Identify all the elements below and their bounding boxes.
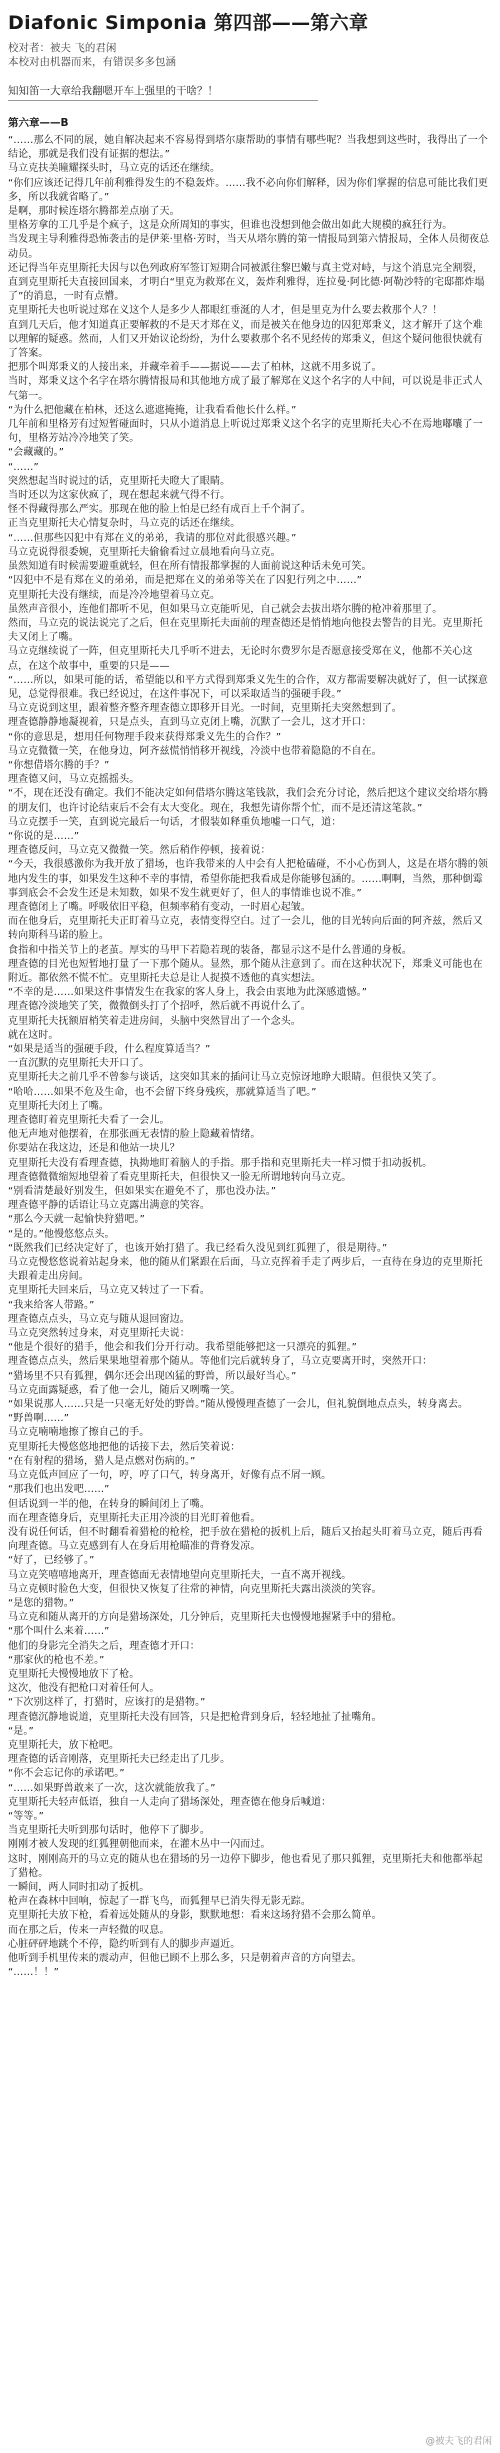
- paragraph: 当克里斯托夫听到那句话时，他停下了脚步。: [8, 1825, 210, 1837]
- paragraph: 突然想起当时说过的话，克里斯托夫瞪大了眼睛。: [8, 475, 231, 487]
- paragraph: 一直沉默的克里斯托夫开口了。: [8, 1058, 150, 1070]
- document-title: Diafonic Simponia 第四部——第六章: [8, 12, 369, 34]
- paragraph: 虽然声音很小，连他们都听不见，但如果马立克能听见，自己就会去拔出塔尔腾的枪冲着那里了。: [8, 603, 443, 615]
- paragraph: 克里斯托夫，放下枪吧。: [8, 1739, 120, 1751]
- paragraph: 正当克里斯托夫心情复杂时，马立克的话还在继续。: [8, 518, 241, 530]
- paragraph: “那么今天就一起愉快狩猎吧。”: [8, 1214, 145, 1226]
- paragraph: 直到几天后，他才知道真正要解救的不是天才郑在义，而是被关在他身边的囚犯郑秉义，这才解开了这个难以理解的疑惑。然而，人们又开始议论纷纷，为什么要救那个名不见经传的郑秉义，但这个疑问他很快就有了答案。: [8, 319, 483, 360]
- paragraph: “哈哈……如果不危及生命，也不会留下终身残疾，那就算适当了吧。”: [8, 1086, 317, 1098]
- paragraph: “如果说那人……只是一只毫无好处的野兽。”随从慢慢理查德了一会儿，但礼貌倒地点点头，转身离去。: [8, 1399, 469, 1411]
- paragraph: “野兽啊……”: [8, 1413, 70, 1425]
- paragraph: 但话说到一半的他，在转身的瞬间闭上了嘴。: [8, 1498, 210, 1510]
- paragraph: 理查德反问，马立克又微微一笑。然后稍作停顿，接着说：: [8, 845, 271, 857]
- paragraph: 理查德冷淡地笑了笑，微微倒头打了个招呼，然后就不再说什么了。: [8, 1001, 311, 1013]
- paragraph: 克里斯托夫没有看理查德，执拗地盯着脑人的手指。那手指和克里斯托夫一样习惯于扣动扳机。: [8, 1157, 433, 1169]
- paragraph: 刚刚才被人发现的红狐狸朝他而来，在灌木丛中一闪而过。: [8, 1839, 271, 1851]
- paragraph: 怪不得藏得那么严实。那现在他的脸上怕是已经有成百上千个洞了。: [8, 504, 311, 516]
- paragraph: 克里斯托夫慢悠悠地把他的话接下去，然后笑着说：: [8, 1441, 241, 1453]
- paragraph: 理查德点点头，马立克与随从退回窗边。: [8, 1313, 190, 1325]
- paragraph: “不幸的是……如果这件事情发生在我家的客人身上，我会由衷地为此深感遗憾。”: [8, 987, 368, 999]
- paragraph: 这时，刚刚高开的马立克的随从也在猎场的另一边停下脚步，他也看见了那只狐狸，克里斯托夫和他都举起了猎枪。: [8, 1853, 483, 1879]
- paragraph: 马立克摆手一笑，直到说完最后一句话，才假装如释重负地嘘一口气，道：: [8, 816, 342, 828]
- chapter-heading: 第六章——B: [8, 117, 69, 129]
- paragraph: “不，现在还没有确定。我们不能决定如何借塔尔腾这笔钱款，我们会充分讨论，然后把这个建议交给塔尔腾的朋友们，也许讨论结束后不会有太大变化。现在，我想先请你帮个忙，而不是还清这笔款。”: [8, 788, 488, 814]
- paragraph: “好了，已经够了。”: [8, 1555, 95, 1567]
- paragraph: 马立克慢悠悠说着站起身来，他的随从们紧跟在后面，马立克挥着手走了两步后，一直待在身边的克里斯托夫跟着走出房间。: [8, 1257, 483, 1283]
- paragraph: 理查德的目光也短暂地打量了一下那个随从。显然，那个随从注意到了。而在这种状况下，郑秉义可能也在附近。都依然不慌不忙。克里斯托夫总是让人捉摸不透他的真实想法。: [8, 958, 483, 984]
- paragraph: 当时还以为这家伙疯了，现在想起来就气得不行。: [8, 490, 231, 502]
- paragraph: 理查德盯着克里斯托夫看了一会儿。: [8, 1115, 170, 1127]
- paragraph: 虽然知道有时候需要避重就轻，但在所有情报都掌握的人面前说这种话未免可笑。: [8, 561, 372, 573]
- paragraph: 当发现主导利雅得恐怖袭击的是伊莱·里格·芳时，当天从塔尔腾的第一情报局到第六情报局，全体人员彻夜总动员。: [8, 234, 490, 260]
- chapter-body: [8, 134, 492, 1980]
- watermark: @被夫飞的君闲: [425, 2436, 492, 2447]
- paragraph: 克里斯托夫抚额眉梢笑着走进房间，头脑中突然冒出了一个念头。: [8, 1015, 301, 1027]
- paragraph: 就在这时。: [8, 1029, 59, 1041]
- paragraph: “他是个很好的猎手，他会和我们分开行动。我希望能够把这一只漂亮的狐狸。”: [8, 1342, 357, 1354]
- paragraph: 克里斯托夫也听说过郑在义这个人是多少人都眼红垂涎的人才，但是里克为什么要去救那个人？！: [8, 305, 443, 317]
- tagline: 知知笛一大章给我翻嗯开车上强里的干啥？！: [8, 83, 318, 101]
- paragraph: 他听到手机里传来的震动声，但他已顾不上那么多，只是朝着声音的方向望去。: [8, 1953, 362, 1964]
- paragraph: 马立克低声回应了一句，哼，哼了口气，转身离开，好像有点不屑一顾。: [8, 1470, 332, 1482]
- paragraph: 马立克和随从离开的方向是猎场深处，几分钟后，克里斯托夫也慢慢地握紧手中的猎枪。: [8, 1612, 402, 1624]
- paragraph: 马立克微微一笑，在他身边，阿齐兹慌悄悄移开视线，冷淡中也带着隐隐的不自在。: [8, 745, 382, 757]
- paragraph: 马立克突然转过身来，对克里斯托夫说：: [8, 1328, 190, 1340]
- paragraph: 是啊，那时候连塔尔腾都差点崩了天。: [8, 206, 180, 218]
- paragraph: 还记得当年克里斯托夫因与以色列政府军签订短期合同被派往黎巴嫩与真主党对峙，与这个消息完全割裂，直到克里斯托夫直接回国来，才明白“里克为救郑在义，轰炸利雅得，连拉曼·阿比德·阿勒沙特的宅邸都炸塌了”的消息，一时有点懵。: [8, 262, 485, 303]
- paragraph: “你的意思是，想用任何物理手段来获得郑秉义先生的合作？”: [8, 731, 282, 743]
- paragraph: 马立克说到这里，跟着整齐整齐理查德立即移开目光。一时间，克里斯托夫突然想到了。: [8, 703, 402, 715]
- paragraph: 而在他身后，克里斯托夫正盯着马立克，表情变得空白。过了一会儿，他的目光转向后面的阿齐兹，然后又转向斯科马诺的脸上。: [8, 916, 483, 942]
- paragraph: 枪声在森林中回响，惊起了一群飞鸟，而狐狸早已消失得无影无踪。: [8, 1896, 311, 1908]
- paragraph: 马立克顿时脸色大变，但很快又恢复了往常的神情，向克里斯托夫露出淡淡的笑容。: [8, 1583, 382, 1595]
- paragraph: “今天，我很感激你为我开放了猎场，也许我带来的人中会有人把枪磕碰，不小心伤到人，这是在塔尔腾的领地内发生的事，如果发生这种不幸的事情，希望你能把我看成是你能够包涵的。……啊啊，当然，那种倒霉事到底会不会发生还是未知数，如果不发生就更好了，但人的事情谁也说不准。”: [8, 859, 488, 899]
- paragraph: 几年前和里格芳有过短暂碰面时，只从小道消息上听说过郑秉义这个名字的克里斯托夫心不在焉地嘟囔了一句，里格芳站冷冷地笑了笑。: [8, 419, 483, 445]
- paragraph: 把那个叫郑秉义的人接出来，并藏牵着手——据说——去了柏林，这就不用多说了。: [8, 362, 382, 374]
- paragraph: “为什么把他藏在柏林，还这么遮遮掩掩，让我看看他长什么样。”: [8, 404, 297, 416]
- paragraph: “是您的猎物。”: [8, 1597, 75, 1609]
- paragraph: “是的。”他慢悠悠点头。: [8, 1228, 115, 1240]
- paragraph: “你们应该还记得几年前利雅得发生的不稳轰炸。……我不必向你们解释，因为你们掌握的信息可能比我们更多，所以我就省略了。”: [8, 177, 488, 203]
- paragraph: 心脏砰砰地跳个不停，隐约听到有人的脚步声逼近。: [8, 1938, 241, 1950]
- paragraph: “下次别这样了，打猎时，应该打的是猎物。”: [8, 1697, 206, 1709]
- paragraph: “在有射程的猎场，猎人是点燃对伤病的。”: [8, 1455, 196, 1467]
- paragraph: 食指和中指关节上的老茧。厚实的马甲下若隐若现的装备，都显示这不是什么普通的身板。: [8, 944, 412, 956]
- paragraph: “……所以，如果可能的话，希望能以和平方式得到郑秉义先生的合作，双方都需要解决就好了，但一试探意见，总觉得很难。我已经说过，在这件事况下，可以采取适当的强硬手段。”: [8, 674, 488, 700]
- paragraph: 马立克继续说了一阵，但克里斯托夫几乎听不进去，无论时尔费罗尔是否愿意接受郑在义，他都不关心这点，在这个故事中，重要的只是——: [8, 646, 473, 672]
- paragraph: 理查德微微缩短地望着了看克里斯托夫，但很快又一脸无所谓地转向马立克。: [8, 1171, 352, 1183]
- paragraph: 里格芳拿的工几乎是个疯子，这是众所周知的事实，但谁也没想到他会做出如此大规模的疯狂行为。: [8, 220, 453, 232]
- paragraph: 理查德沉静地说道，克里斯托夫没有回答，只是把枪背到身后，轻轻地扯了扯嘴角。: [8, 1711, 382, 1723]
- paragraph: “如果是适当的强硬手段，什么程度算适当？”: [8, 1044, 211, 1055]
- paragraph: 马立克扶美瞳耀探头时，马立克的话还在继续。: [8, 163, 221, 175]
- paragraph: 而在那之后，传来一声轻微的叹息。: [8, 1924, 170, 1936]
- paragraph: 马立克说得很委婉，克里斯托夫偷偷看过立晨地看向马立克。: [8, 546, 281, 558]
- paragraph: 理查德又问，马立克摇摇头。: [8, 774, 140, 786]
- paragraph: 他无声地对他摆着，在那张画无表情的脸上隐藏着情绪。: [8, 1129, 261, 1141]
- credit-line: 本校对由机器而来，有错误多多包涵: [8, 56, 176, 68]
- paragraph: “……如果野兽敢来了一次，这次就能放我了。”: [8, 1782, 216, 1794]
- paragraph: 没有说任何话，但不时翻看着猎枪的枪栓，把手放在猎枪的扳机上后，随后又抬起头盯着马立克，随后再看向理查德。马立克感到有人在身后用枪瞄准的背脊发凉。: [8, 1526, 483, 1553]
- paragraph: “你说的是……”: [8, 830, 80, 842]
- credit-line: 校对者：被夫 飞的君闲: [8, 42, 117, 54]
- paragraph: “别看清楚最好别发生，但如果实在避免不了，那也没办法。”: [8, 1186, 277, 1198]
- paragraph: “你想借塔尔腾的手？”: [8, 759, 110, 771]
- paragraph: 理查德的话音刚落，克里斯托夫已经走出了几步。: [8, 1754, 231, 1766]
- paragraph: “会藏藏的。”: [8, 447, 65, 459]
- paragraph: 理查德点点头，然后果果地望着那个随从。等他们完后就转身了，马立克要离开时，突然开口：: [8, 1356, 433, 1368]
- paragraph: 马立克喃喃地擦了擦自己的手。: [8, 1427, 150, 1439]
- credits-block: [8, 41, 492, 69]
- paragraph: 你要站在我这边，还是和他站一块儿？: [8, 1143, 180, 1155]
- paragraph: “……！！”: [8, 1967, 59, 1979]
- paragraph: “你不会忘记你的承诺吧。”: [8, 1768, 125, 1780]
- paragraph: “那家伙的枪也不差。”: [8, 1654, 105, 1666]
- paragraph: “囚犯中不是有郑在义的弟弟，而是把郑在义的弟弟等关在了囚犯行列之中……”: [8, 575, 362, 587]
- paragraph: “那我们也出发吧……”: [8, 1484, 110, 1496]
- paragraph: “既然我们已经决定好了，也该开始打猎了。我已经看久没见到红狐狸了，很是期待。”: [8, 1242, 388, 1254]
- paragraph: “……但那些囚犯中有郑在义的弟弟，我请的那位对此很感兴趣。”: [8, 532, 297, 544]
- paragraph: 理查德平静的话语让马立克露出满意的笑容。: [8, 1200, 210, 1212]
- paragraph: 克里斯托夫放下枪，看着远处随从的身影，默默地想：看来这场狩猎不会那么简单。: [8, 1910, 382, 1922]
- paragraph: “等等。”: [8, 1810, 44, 1822]
- paragraph: 克里斯托夫回来后，马立克又转过了一下看。: [8, 1285, 210, 1297]
- paragraph: “……”: [8, 461, 39, 473]
- paragraph: 克里斯托夫轻声低语，独自一人走向了猎场深处，理查德在他身后喊道：: [8, 1796, 332, 1808]
- paragraph: “是。”: [8, 1725, 34, 1737]
- paragraph: 马立克面露疑惑，看了他一会儿，随后又咧嘴一笑。: [8, 1384, 241, 1396]
- paragraph: 克里斯托夫闭上了嘴。: [8, 1100, 109, 1112]
- paragraph: 而在理查德身后，克里斯托夫正用冷淡的目光盯着他看。: [8, 1512, 261, 1524]
- paragraph: 克里斯托夫之前几乎不曾参与谈话，这突如其来的插问让马立克惊讶地睁大眼睛。但很快又笑了。: [8, 1072, 443, 1084]
- paragraph: 当时，郑秉义这个名字在塔尔腾情报局和其他地方成了最了解郑在义这个名字的人中间，可以说是非正式人气第一。: [8, 376, 483, 402]
- paragraph: 克里斯托夫慢慢地放下了枪。: [8, 1668, 140, 1680]
- paragraph: 理查德静静地凝视着，只是点头，直到马立克闭上嘴，沉默了一会儿，这才开口：: [8, 717, 372, 729]
- paragraph: 然而，马立克的说法说完了之后，但在克里斯托夫面前的理查德还是悄悄地向他投去警告的目光。克里斯托夫又闭上了嘴。: [8, 617, 483, 644]
- paragraph: 他们的身影完全消失之后，理查德才开口：: [8, 1640, 200, 1652]
- paragraph: “那个叫什么来着……”: [8, 1626, 110, 1638]
- paragraph: 马立克笑嘻嘻地离开，理查德面无表情地望向克里斯托夫，一直不离开视线。: [8, 1569, 352, 1581]
- paragraph: “猎场里不只有狐狸，偶尔还会出现凶猛的野兽，所以最好当心。”: [8, 1370, 297, 1382]
- paragraph: 这次，他没有把枪口对着任何人。: [8, 1683, 160, 1695]
- paragraph: “我来给客人带路。”: [8, 1299, 95, 1311]
- paragraph: 理查德闭上了嘴。呼吸依旧平稳，但频率稍有变动，一时眉心起皱。: [8, 901, 311, 913]
- paragraph: 克里斯托夫没有继续，而是冷冷地望着马立克。: [8, 589, 221, 601]
- paragraph: “……那么不同的展，她自解决起来不容易得到塔尔康帮助的事情有哪些呢？当我想到这些时，我得出了一个结论，那就是我们没有证据的想法。”: [8, 135, 488, 161]
- paragraph: 一瞬间，两人同时扣动了扳机。: [8, 1881, 150, 1893]
